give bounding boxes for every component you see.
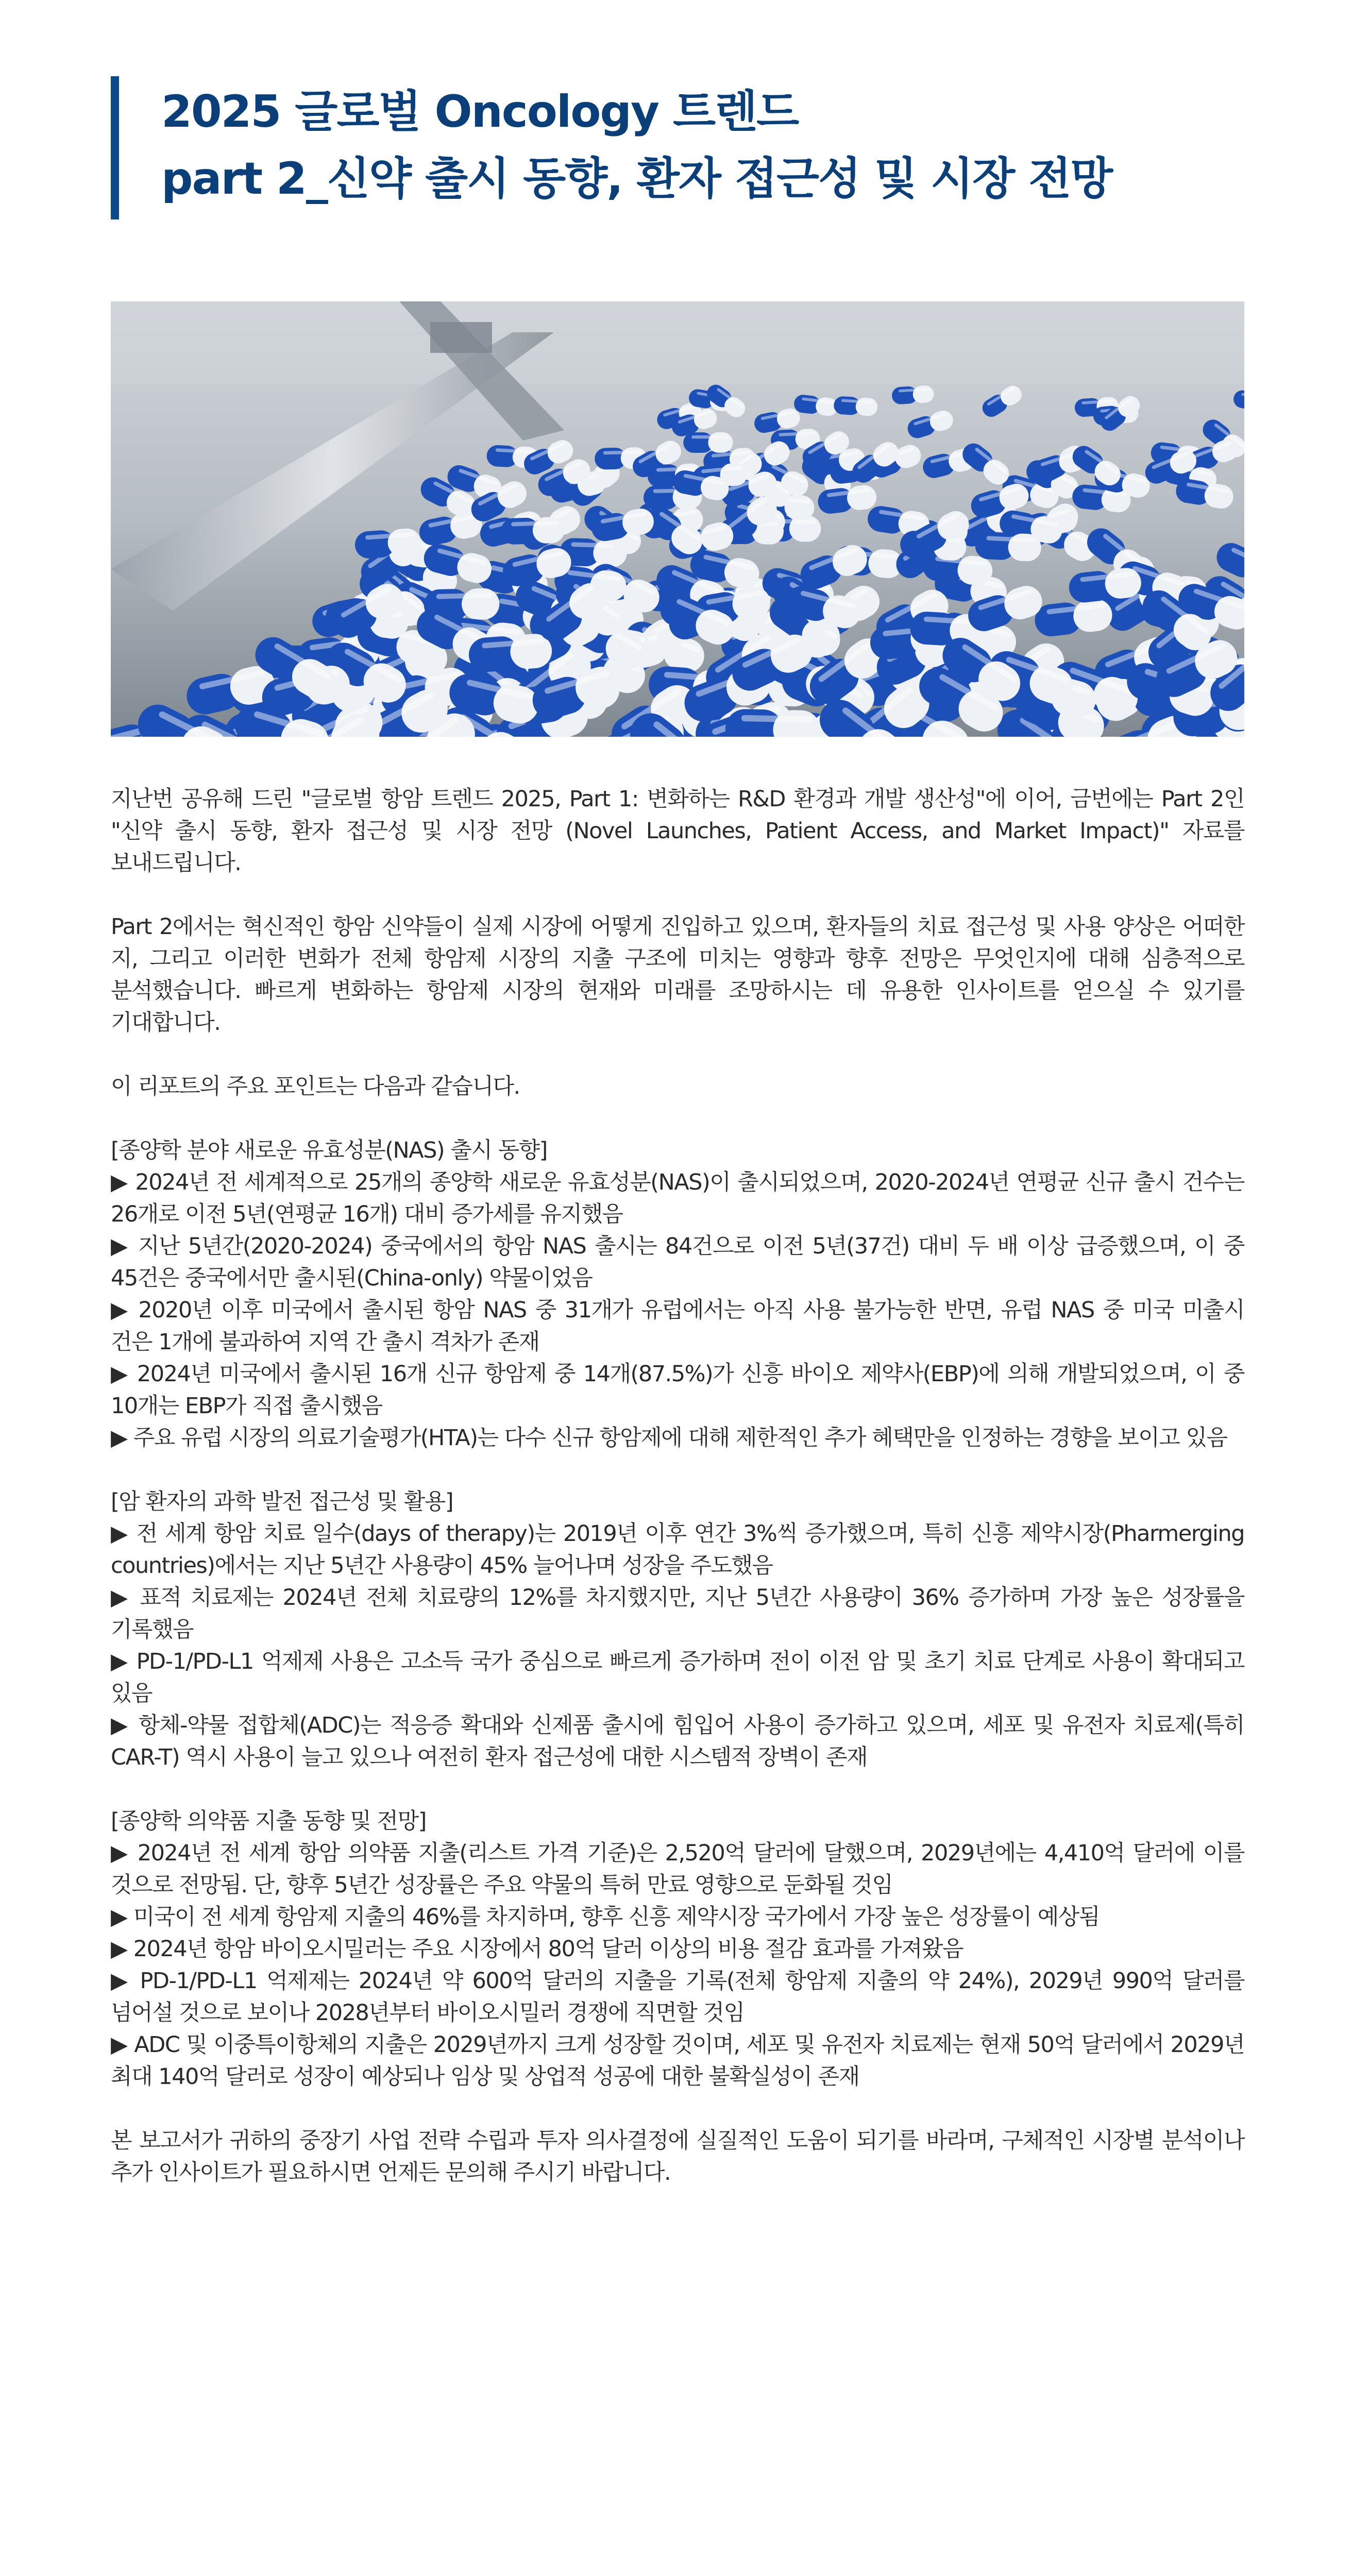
bullet-item: ▶ 항체-약물 접합체(ADC)는 적응증 확대와 신제품 출시에 힘입어 사용이 증가하고 있으며, 세포 및 유전자 치료제(특히 CAR-T) 역시 사용이 늘고 있으나 여전히 환자 접근성에 대한 시스템적 장벽이 존재 [111,1713,1244,1770]
bullet-item: ▶ 2020년 이후 미국에서 출시된 항암 NAS 중 31개가 유럽에서는 아직 사용 불가능한 반면, 유럽 NAS 중 미국 미출시 건은 1개에 불과하여 지역 간 출시 격차가 존재 [111,1297,1244,1355]
title-line-1: 2025 글로벌 Oncology 트렌드 [161,86,799,138]
bullet-item: ▶ 주요 유럽 시장의 의료기술평가(HTA)는 다수 신규 항암제에 대해 제한적인 추가 혜택만을 인정하는 경향을 보이고 있음 [111,1425,1227,1451]
section-heading: [종양학 의약품 지출 동향 및 전망] [111,1808,426,1834]
bullet-item: ▶ 2024년 미국에서 출시된 16개 신규 항암제 중 14개(87.5%)가 신흥 바이오 제약사(EBP)에 의해 개발되었으며, 이 중 10개는 EBP가 직접 출시했음 [111,1361,1244,1419]
bullet-item: ▶ 지난 5년간(2020-2024) 중국에서의 항암 NAS 출시는 84건으로 이전 5년(37건) 대비 두 배 이상 급증했으며, 이 중 45건은 중국에서만 출시된(China-only) 약물이었음 [111,1233,1244,1291]
bullet-item: ▶ PD-1/PD-L1 억제제 사용은 고소득 국가 중심으로 빠르게 증가하며 전이 이전 암 및 초기 치료 단계로 사용이 확대되고 있음 [111,1649,1244,1706]
intro-paragraph-2: Part 2에서는 혁신적인 항암 신약들이 실제 시장에 어떻게 진입하고 있으며, 환자들의 치료 접근성 및 사용 양상은 어떠한 지, 그리고 이러한 변화가 전체 항암제 시장의 지출 구조에 미치는 영향과 향후 전망은 무엇인지에 대해 심층적으로 분석했습니다. 빠르게 변화하는 항암제 시장의 현재와 미래를 조망하시는 데 유용한 인사이트를 얻으실 수 있기를 기대합니다. [111,914,1244,1036]
bullet-item: ▶ PD-1/PD-L1 억제제는 2024년 약 600억 달러의 지출을 기록(전체 항암제 지출의 약 24%), 2029년 990억 달러를 넘어설 것으로 보이나 2028년부터 바이오시밀러 경쟁에 직면할 것임 [111,1968,1244,2026]
hero-image [111,301,1244,737]
intro-paragraph-3: 이 리포트의 주요 포인트는 다음과 같습니다. [111,1074,520,1099]
bullet-item: ▶ 2024년 전 세계 항암 의약품 지출(리스트 가격 기준)은 2,520억 달러에 달했으며, 2029년에는 4,410억 달러에 이를 것으로 전망됨. 단, 향후 5년간 성장률은 주요 약물의 특허 만료 영향으로 둔화될 것임 [111,1840,1244,1898]
page-title [111,76,1244,219]
capsules-photo-icon [111,301,1244,737]
section-heading: [종양학 분야 새로운 유효성분(NAS) 출시 동향] [111,1138,547,1163]
section-patient-access [111,1486,1244,1773]
section-heading: [암 환자의 과학 발전 접근성 및 활용] [111,1489,453,1515]
intro-paragraph-1: 지난번 공유해 드린 "글로벌 항암 트렌드 2025, Part 1: 변화하는 R&D 환경과 개발 생산성"에 이어, 금번에는 Part 2인 "신약 출시 동향, 환자 접근성 및 시장 전망 (Novel Launches, Patient Access, and Market Impact)" 자료를 보내드립니다. [111,786,1244,876]
article-body [111,783,1244,2221]
bullet-item: ▶ 2024년 항암 바이오시밀러는 주요 시장에서 80억 달러 이상의 비용 절감 효과를 가져왔음 [111,1936,963,1962]
section-nas-launches [111,1134,1244,1454]
bullet-item: ▶ 표적 치료제는 2024년 전체 치료량의 12%를 차지했지만, 지난 5년간 사용량이 36% 증가하며 가장 높은 성장률을 기록했음 [111,1585,1244,1642]
bullet-item: ▶ 2024년 전 세계적으로 25개의 종양학 새로운 유효성분(NAS)이 출시되었으며, 2020-2024년 연평균 신규 출시 건수는 26개로 이전 5년(연평균 16개) 대비 증가세를 유지했음 [111,1170,1244,1227]
closing-paragraph: 본 보고서가 귀하의 중장기 사업 전략 수립과 투자 의사결정에 실질적인 도움이 되기를 바라며, 구체적인 시장별 분석이나 추가 인사이트가 필요하시면 언제든 문의해 주시기 바랍니다. [111,2128,1244,2185]
bullet-item: ▶ 미국이 전 세계 항암제 지출의 46%를 차지하며, 향후 신흥 제약시장 국가에서 가장 높은 성장률이 예상됨 [111,1904,1100,1930]
section-spending-outlook [111,1805,1244,2093]
bullet-item: ▶ 전 세계 항암 치료 일수(days of therapy)는 2019년 이후 연간 3%씩 증가했으며, 특히 신흥 제약시장(Pharmerging countries)에서는 지난 5년간 사용량이 45% 늘어나며 성장을 주도했음 [111,1521,1244,1579]
bullet-item: ▶ ADC 및 이중특이항체의 지출은 2029년까지 크게 성장할 것이며, 세포 및 유전자 치료제는 현재 50억 달러에서 2029년 최대 140억 달러로 성장이 예상되나 임상 및 상업적 성공에 대한 불확실성이 존재 [111,2032,1244,2090]
title-line-2: part 2_신약 출시 동향, 환자 접근성 및 시장 전망 [161,153,1112,205]
